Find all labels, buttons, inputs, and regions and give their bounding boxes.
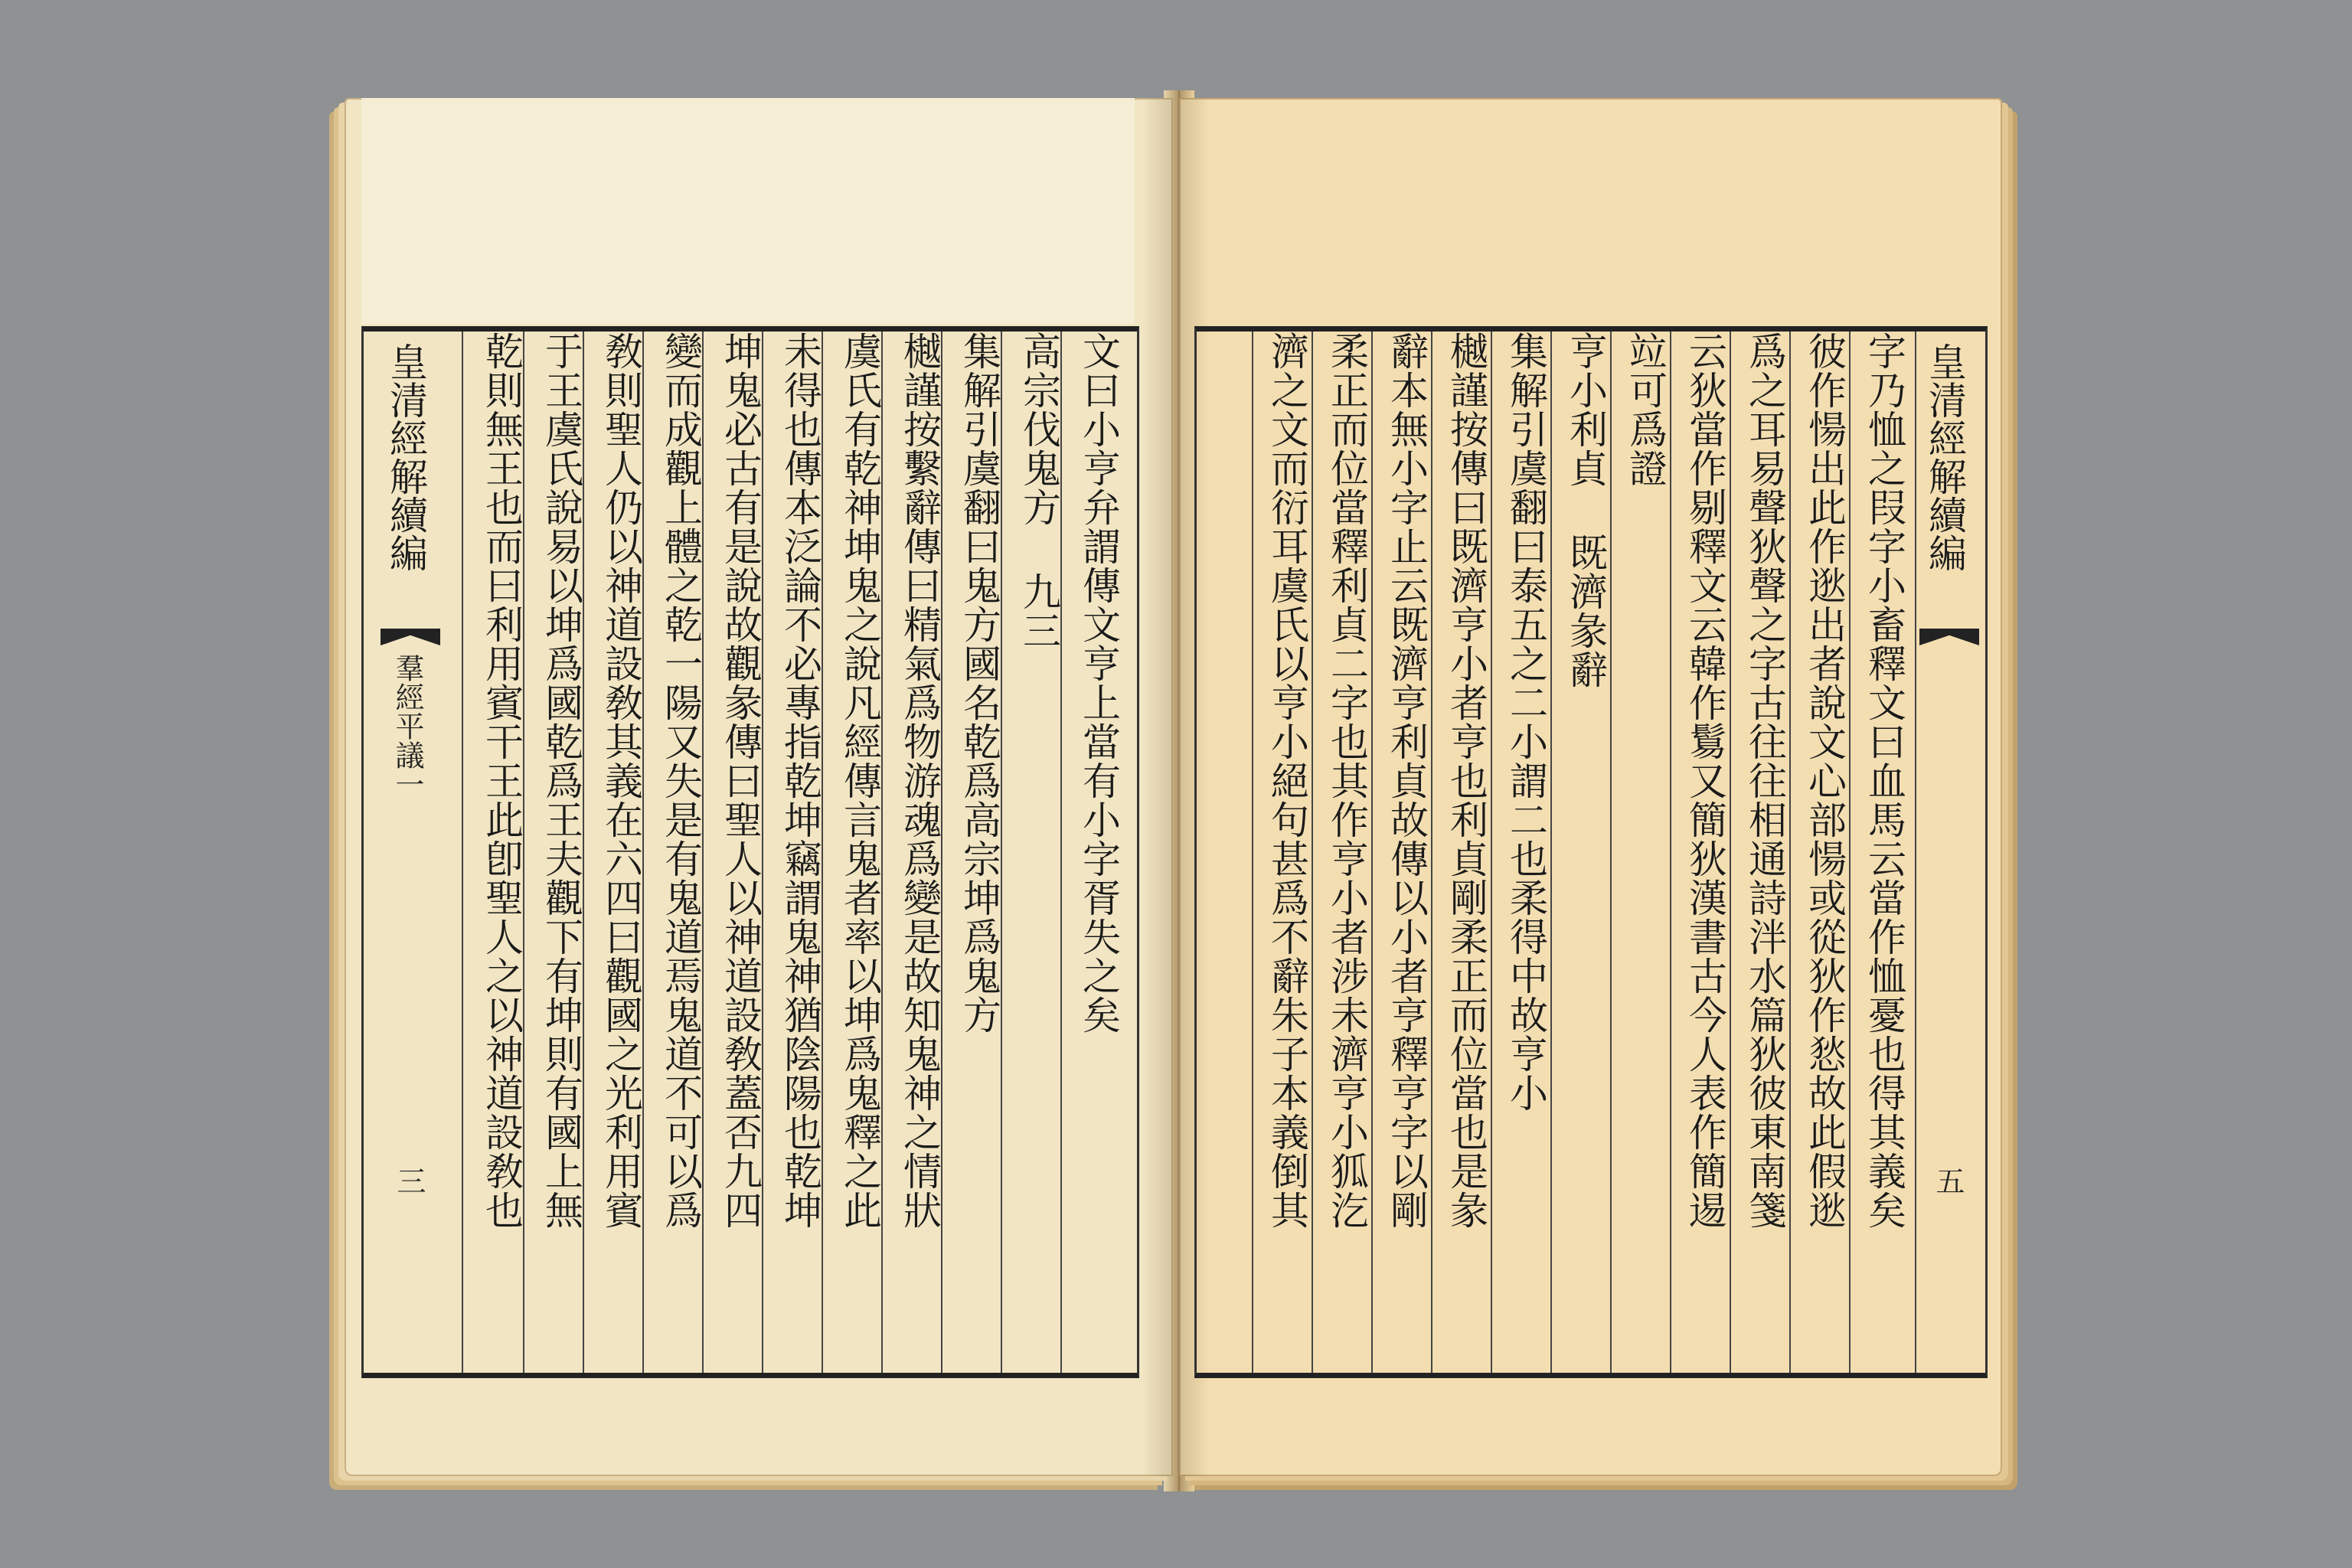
left-text-frame (361, 326, 1139, 1378)
text-column: 于王虞氏說易以坤爲國乾爲王夫觀下有坤則有國上無 (539, 332, 583, 1230)
text-column: 樾謹按繫辭傳曰精氣爲物游魂爲變是故知鬼神之情狀 (897, 332, 942, 1230)
text-column: 未得也傳本泛論不必專指乾坤竊謂鬼神猶陰陽也乾坤 (778, 332, 822, 1230)
right-text-frame (1194, 326, 1988, 1378)
text-column: 濟之文而衍耳虞氏以亨小絕句甚爲不辭朱子本義倒其 (1265, 332, 1309, 1230)
folio-number: 三 (392, 1166, 426, 1195)
text-column: 樾謹按傳曰既濟亨小者亨也利貞剛柔正而位當也是彖 (1444, 332, 1488, 1230)
text-column-heading: 高宗伐鬼方 九三 (1017, 332, 1061, 650)
banxin-subtitle: 羣經平議一 (390, 653, 424, 799)
banxin-title: 皇清經解續編 (1922, 342, 1967, 572)
open-book (337, 90, 1998, 1491)
right-page (1179, 98, 2002, 1476)
text-column: 彼作愓出此作逖出者說文心部愓或從狄作悐故此假逖 (1802, 332, 1847, 1230)
text-column: 辭本無小字止云既濟亨利貞故傳以小者亨釋亨字以剛 (1384, 332, 1429, 1230)
text-column: 爲之耳易聲狄聲之字古往往相通詩泮水篇狄彼東南箋 (1743, 332, 1787, 1230)
fish-tail-mark (381, 629, 440, 645)
folio-number: 五 (1931, 1166, 1965, 1195)
text-column: 文曰小亨弁謂傳文亨上當有小字胥失之矣 (1076, 332, 1121, 1034)
text-column: 集解引虞翻曰鬼方國名乾爲高宗坤爲鬼方 (957, 332, 1001, 1034)
text-column-heading: 亨小利貞 既濟彖辭 (1563, 332, 1608, 689)
text-column: 乾則無王也而曰利用賓干王此卽聖人之以神道設敎也 (479, 332, 524, 1230)
banxin-title: 皇清經解續編 (384, 342, 428, 572)
banxin-margin (1919, 332, 1979, 1373)
text-column: 變而成觀上體之乾一陽又失是有鬼道焉鬼道不可以爲 (658, 332, 703, 1230)
text-column: 云狄當作剔釋文云韓作鬄又簡狄漢書古今人表作簡逷 (1683, 332, 1727, 1230)
banxin-margin (381, 332, 440, 1373)
fish-tail-mark (1919, 629, 1979, 645)
text-column: 柔正而位當釋利貞二字也其作亨小者涉未濟亨小狐汔 (1325, 332, 1369, 1230)
text-column: 虞氏有乾神坤鬼之說凡經傳言鬼者率以坤爲鬼釋之此 (838, 332, 882, 1230)
paper-blank-area (361, 98, 1135, 324)
left-page (345, 98, 1173, 1476)
text-column: 集解引虞翻曰泰五之二小謂二也柔得中故亨小 (1504, 332, 1548, 1112)
text-column: 字乃恤之叚字小畜釋文曰血馬云當作恤憂也得其義矣 (1862, 332, 1906, 1230)
text-column: 敎則聖人仍以神道設敎其義在六四曰觀國之光利用賓 (599, 332, 643, 1230)
text-column: 坤鬼必古有是說故觀彖傳曰聖人以神道設敎蓋否九四 (718, 332, 763, 1230)
text-column: 竝可爲證 (1623, 332, 1668, 488)
